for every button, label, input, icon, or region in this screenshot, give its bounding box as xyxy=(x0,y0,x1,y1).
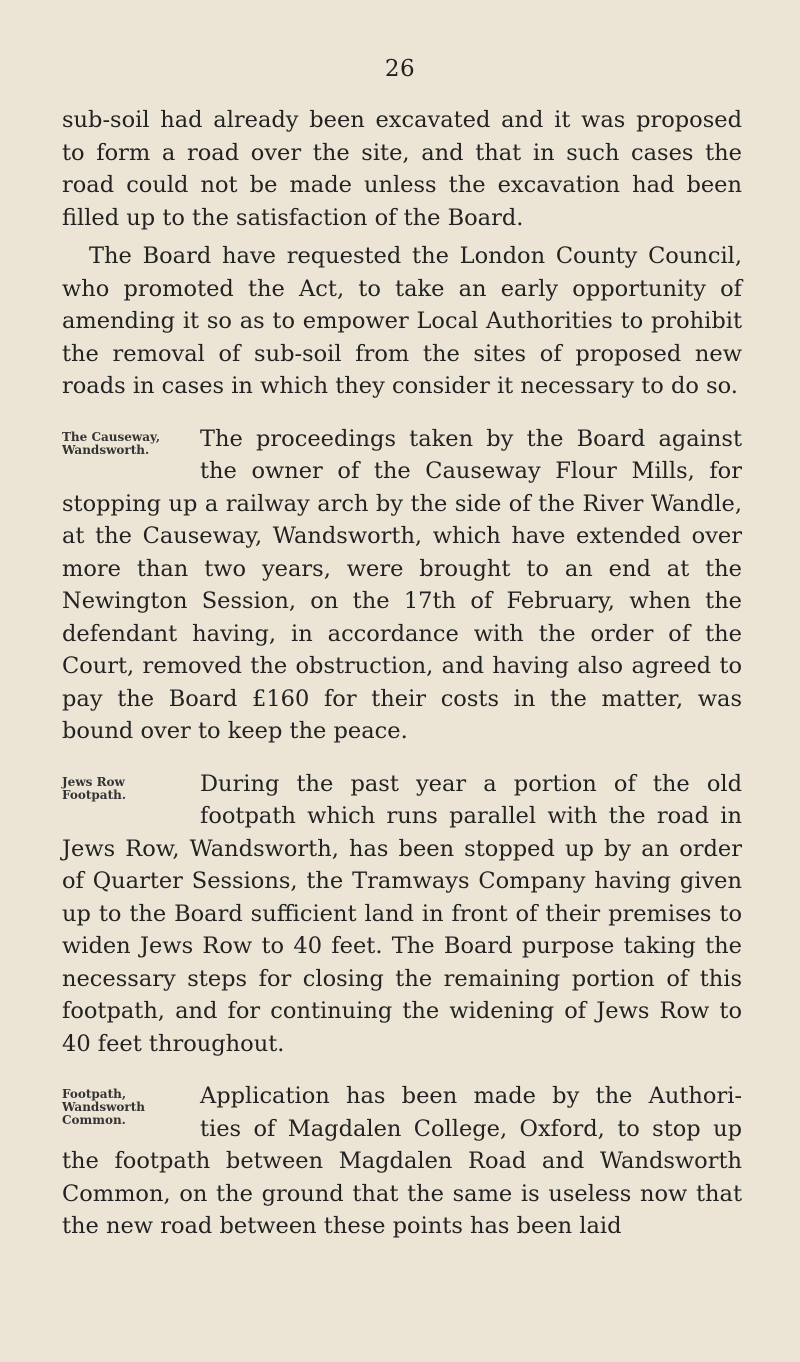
paragraph-causeway xyxy=(62,423,742,748)
paragraph-lead-line: During the past year a portion of the old xyxy=(200,770,742,797)
body-text xyxy=(62,104,742,1243)
margin-note-line: Footpath. xyxy=(62,787,127,802)
margin-note-causeway xyxy=(62,423,194,479)
paragraph-lead-line: ties of Magdalen College, Oxford, to stop up xyxy=(200,1115,742,1142)
margin-note-line: Wandsworth xyxy=(62,1100,146,1114)
paragraph-body: Jews Row, Wandsworth, has been stopped up by an order of Quarter Sessions, the Tramways Company having given up to the Board sufficient land in front of their premises to widen Jews Row to 40 feet. The Board purpose taking the necessary steps for closing the remaining portion of this footpath, and for continuing the widening of Jews Row to 40 feet throughout. xyxy=(62,835,742,1057)
paragraph-body: the footpath between Magdalen Road and Wandsworth Common, on the ground that the same is useless now that the new road between these points has been laid xyxy=(62,1148,742,1239)
paragraph-lead-line: the owner of the Causeway Flour Mills, for xyxy=(200,458,742,484)
paragraph-lead-line: Application has been made by the Authori- xyxy=(200,1083,742,1109)
paragraph-wandsworth-common xyxy=(62,1080,742,1243)
paragraph-body: stopping up a railway arch by the side of the River Wandle, at the Causeway, Wandsworth, which have extended over more than two years, were brought to an end at the Newington Session, on the 17th of February, when the defendant having, in accordance with the order of the Court, removed the obstruction, and having also agreed to pay the Board £160 for their costs in the matter, was bound over to keep the peace. xyxy=(62,490,742,744)
margin-note-line: Wandsworth. xyxy=(62,442,150,457)
paragraph-london-county-council: The Board have requested the London County Council, who promoted the Act, to take an early opportunity of amending it so as to empower Local Authorities to prohibit the removal of sub-soil from the sites of proposed new roads in cases in which they consider it necessary to do so. xyxy=(62,243,742,399)
page-number: 26 xyxy=(384,56,416,82)
margin-note-line: Footpath, xyxy=(62,1087,127,1101)
paragraph-subsoil-continuation: sub-soil had already been excavated and it was proposed to form a road over the site, and that in such cases the road could not be made unless the excavation had been filled up to the satisfaction of the Board. xyxy=(62,107,742,231)
margin-note-line: Common. xyxy=(62,1113,126,1127)
margin-note-line: The Causeway, xyxy=(62,429,161,444)
margin-note-line: Jews Row xyxy=(62,774,125,789)
paragraph-lead-line: The proceedings taken by the Board against xyxy=(200,425,742,452)
paragraph-lead-line: footpath which runs parallel with the road in xyxy=(200,803,742,829)
paragraph-jews-row xyxy=(62,768,742,1061)
margin-note-jews-row xyxy=(62,768,194,824)
margin-note-wandsworth-common xyxy=(62,1080,194,1136)
